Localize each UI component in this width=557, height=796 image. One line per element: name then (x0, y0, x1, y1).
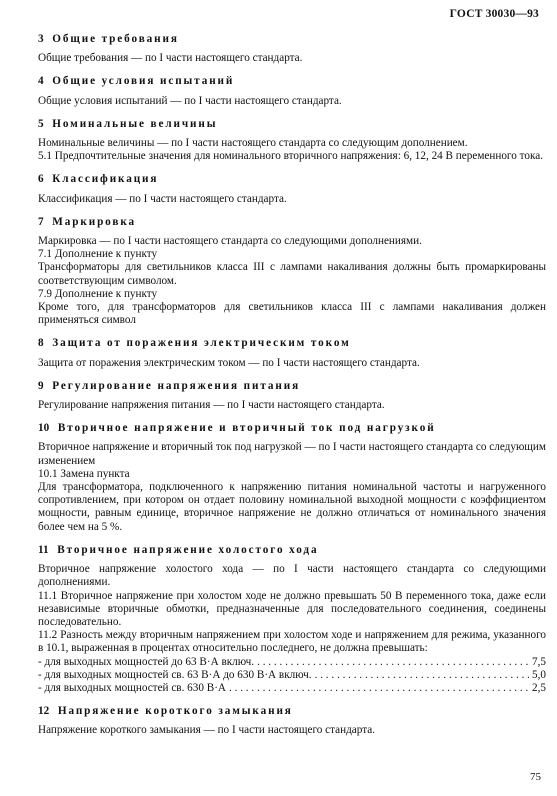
section-title: Вторичное напряжение холостого хода (57, 543, 319, 556)
section-12-heading (38, 705, 546, 718)
page-content (38, 33, 546, 744)
clause-7-9-text: Кроме того, для трансформаторов для светильников класса III с лампами накаливания должен применяться символ (38, 301, 546, 327)
section-11-text: Вторичное напряжение холостого хода — по I части настоящего стандарта со следующими дополнениями. (38, 563, 546, 589)
page-number: 75 (530, 770, 541, 783)
section-6-heading (38, 173, 546, 186)
dot-leader (229, 682, 529, 695)
section-8-heading (38, 337, 546, 350)
section-4-heading (38, 75, 546, 88)
section-number: 3 (38, 33, 44, 45)
section-number: 8 (38, 337, 44, 350)
tolerance-value: 2,5 (532, 681, 546, 694)
section-title: Напряжение короткого замыкания (57, 705, 293, 718)
clause-11-1: 11.1 Вторичное напряжение при холостом ходе не должно превышать 50 В переменного тока, даже если независимые вторичные обмотки, предназначенные для последовательного соединения, соединены последовательно. (38, 589, 546, 628)
section-number: 12 (38, 705, 50, 718)
section-6-text: Классификация — по I части настоящего стандарта. (38, 192, 287, 205)
section-title: Вторичное напряжение и вторичный ток под нагрузкой (57, 422, 436, 435)
section-title: Маркировка (52, 215, 137, 228)
document-code-header: ГОСТ 30030—93 (449, 8, 539, 20)
clause-10-1-heading: 10.1 Замена пункта (38, 467, 130, 480)
section-number: 10 (38, 422, 50, 435)
section-3-heading (38, 33, 546, 46)
section-10-text: Вторичное напряжение и вторичный ток под нагрузкой — по I части настоящего стандарта со следующим изменением (38, 441, 546, 467)
section-title: Классификация (52, 173, 159, 186)
tolerance-label: - для выходных мощностей до 63 В·А включ. (38, 655, 255, 668)
section-11-heading (38, 544, 546, 557)
section-4-text: Общие условия испытаний — по I части настоящего стандарта. (38, 94, 342, 107)
tolerance-label: - для выходных мощностей св. 630 В·А (38, 681, 227, 694)
clause-7-1-heading: 7.1 Дополнение к пункту (38, 248, 158, 261)
dot-leader (257, 656, 529, 669)
section-number: 11 (38, 543, 49, 556)
section-7-heading (38, 216, 546, 229)
clause-10-1-text: Для трансформатора, подключенного к напряжению питания номинальной частоты и нагруженного сопротивлением, при котором он отдает половину номинальной выходной мощности с коэффициентом мощности, равным единице, вторичное напряжение не должно отличаться от номинального значения более чем на 5 %. (38, 481, 546, 533)
tolerance-value: 7,5 (532, 655, 546, 668)
section-7-text: Маркировка — по I части настоящего стандарта со следующими дополнениями. (38, 235, 422, 248)
clause-7-1-text: Трансформаторы для светильников класса III с лампами накаливания должны быть промаркированы соответствующим символом. (38, 261, 546, 287)
section-9-text: Регулирование напряжения питания — по I части настоящего стандарта. (38, 399, 385, 412)
section-number: 5 (38, 117, 44, 130)
clause-5-1: 5.1 Предпочтительные значения для номинального вторичного напряжения: 6, 12, 24 В переменного тока. (38, 150, 543, 163)
section-5-text: Номинальные величины — по I части настоящего стандарта со следующим дополнением. (38, 137, 468, 150)
section-8-text: Защита от поражения электрическим током — по I части настоящего стандарта. (38, 356, 420, 369)
tolerance-row (38, 682, 546, 695)
section-title: Номинальные величины (52, 117, 218, 130)
section-title: Защита от поражения электрическим током (52, 337, 351, 350)
section-title: Общие условия испытаний (52, 75, 235, 88)
section-title: Регулирование напряжения питания (52, 379, 301, 392)
section-number: 6 (38, 173, 44, 186)
tolerance-row (38, 669, 546, 682)
section-title: Общие требования (52, 33, 179, 45)
section-number: 9 (38, 379, 44, 392)
tolerance-label: - для выходных мощностей св. 63 В·А до 630 В·А включ. (38, 668, 312, 681)
clause-7-9-heading: 7.9 Дополнение к пункту (38, 287, 158, 300)
section-9-heading (38, 380, 546, 393)
tolerance-value: 5,0 (532, 668, 546, 681)
clause-11-2: 11.2 Разность между вторичным напряжением при холостом ходе и напряжением для режима, указанного в 10.1, выраженная в процентах относительно последнего, не должна превышать: (38, 629, 546, 655)
tolerance-row (38, 656, 546, 669)
section-10-heading (38, 422, 546, 435)
section-3-text: Общие требования — по I части настоящего стандарта. (38, 52, 303, 65)
section-number: 4 (38, 75, 44, 88)
section-number: 7 (38, 215, 44, 228)
dot-leader (315, 669, 529, 682)
section-5-heading (38, 118, 546, 131)
section-12-text: Напряжение короткого замыкания — по I части настоящего стандарта. (38, 724, 376, 737)
